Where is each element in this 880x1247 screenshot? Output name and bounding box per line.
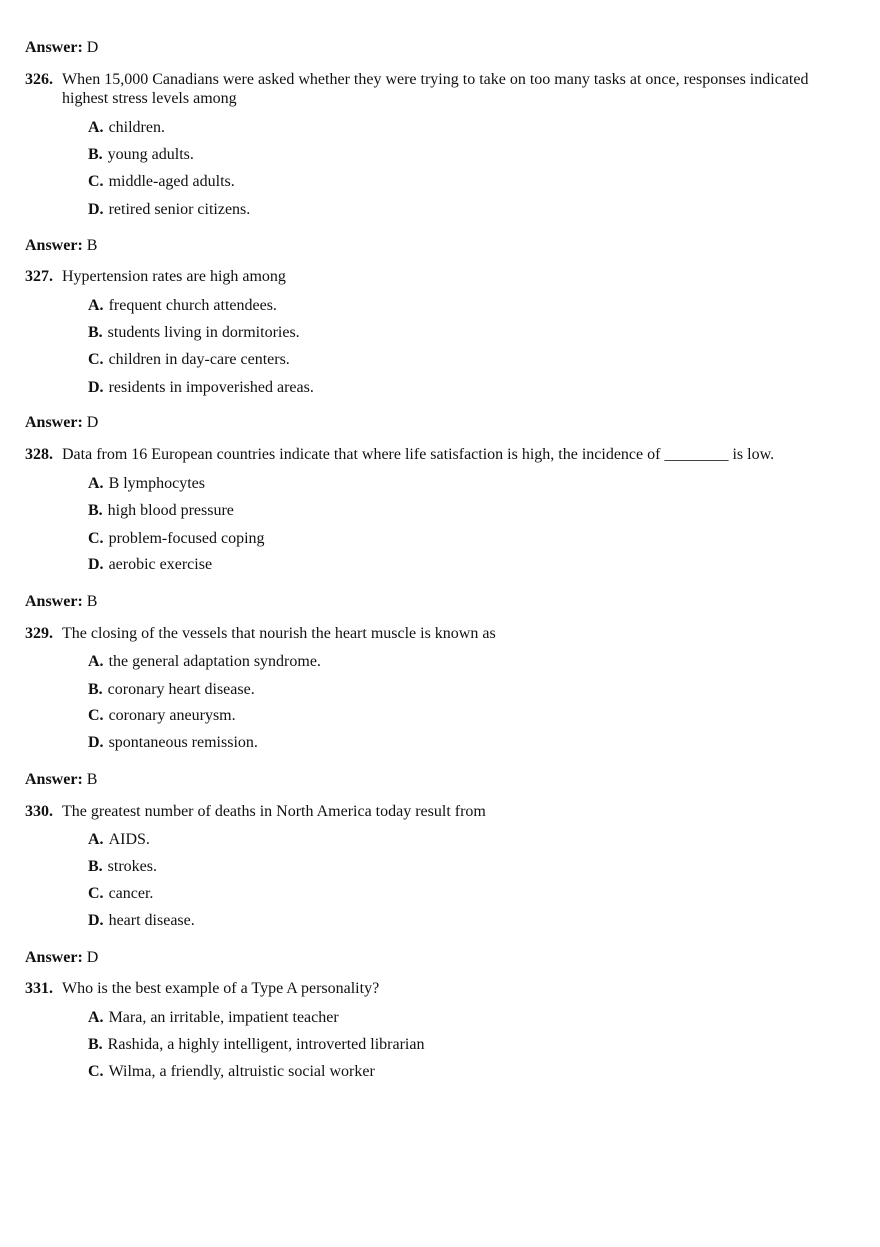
- question-text: The greatest number of deaths in North America today result from: [62, 803, 486, 820]
- option-letter: C.: [88, 885, 104, 902]
- answer-line: [25, 38, 98, 58]
- option-b: [88, 1035, 424, 1055]
- question-text: Who is the best example of a Type A personality?: [62, 980, 380, 997]
- option-c: [88, 350, 290, 370]
- question-number: 330.: [25, 803, 53, 820]
- option-letter: C.: [88, 707, 104, 724]
- option-b: [88, 145, 194, 165]
- answer-label: Answer:: [25, 949, 83, 966]
- option-text: middle-aged adults.: [108, 173, 235, 190]
- option-letter: B.: [88, 146, 103, 163]
- option-letter: C.: [88, 173, 104, 190]
- answer-value: D: [86, 949, 99, 966]
- option-d: [88, 555, 212, 575]
- option-c: [88, 172, 235, 192]
- option-text: spontaneous remission.: [108, 734, 258, 751]
- option-letter: C.: [88, 351, 104, 368]
- answer-value: B: [86, 593, 98, 610]
- option-text: high blood pressure: [107, 502, 234, 519]
- option-letter: A.: [88, 1009, 104, 1026]
- answer-label: Answer:: [25, 414, 83, 431]
- answer-label: Answer:: [25, 237, 83, 254]
- option-c: [88, 1062, 375, 1082]
- option-text: strokes.: [107, 858, 157, 875]
- option-b: [88, 501, 234, 521]
- option-b: [88, 857, 157, 877]
- answer-line: [25, 236, 97, 256]
- option-letter: D.: [88, 379, 104, 396]
- option-letter: A.: [88, 653, 104, 670]
- option-letter: D.: [88, 734, 104, 751]
- option-letter: B.: [88, 502, 103, 519]
- question-text: Hypertension rates are high among: [62, 268, 286, 285]
- option-letter: D.: [88, 201, 104, 218]
- question-number: 331.: [25, 980, 53, 997]
- option-c: [88, 706, 236, 726]
- answer-line: [25, 770, 97, 790]
- option-letter: D.: [88, 556, 104, 573]
- option-text: children in day-care centers.: [108, 351, 290, 368]
- question-327: [25, 267, 53, 287]
- option-text: Rashida, a highly intelligent, introverted librarian: [107, 1036, 425, 1053]
- option-c: [88, 529, 265, 549]
- option-text: problem-focused coping: [108, 530, 265, 547]
- option-a: [88, 652, 321, 672]
- option-text: heart disease.: [108, 912, 195, 929]
- question-328: [25, 445, 53, 465]
- question-326: [25, 70, 53, 90]
- option-a: [88, 830, 150, 850]
- option-d: [88, 378, 314, 398]
- option-text: retired senior citizens.: [108, 201, 251, 218]
- option-letter: A.: [88, 475, 104, 492]
- question-text: When 15,000 Canadians were asked whether they were trying to take on too many tasks at once, responses indicated highest stress levels among: [62, 71, 809, 107]
- answer-line: [25, 948, 98, 968]
- option-text: residents in impoverished areas.: [108, 379, 314, 396]
- option-a: [88, 118, 165, 138]
- option-letter: B.: [88, 324, 103, 341]
- question-number: 326.: [25, 71, 53, 88]
- answer-line: [25, 592, 97, 612]
- question-text: The closing of the vessels that nourish the heart muscle is known as: [62, 625, 496, 642]
- question-text: Data from 16 European countries indicate that where life satisfaction is high, the incidence of ________ is low.: [62, 446, 775, 463]
- option-letter: D.: [88, 912, 104, 929]
- answer-label: Answer:: [25, 593, 83, 610]
- option-text: frequent church attendees.: [108, 297, 277, 314]
- option-text: B lymphocytes: [108, 475, 205, 492]
- option-letter: C.: [88, 1063, 104, 1080]
- answer-label: Answer:: [25, 39, 83, 56]
- answer-value: D: [86, 39, 99, 56]
- option-a: [88, 1008, 339, 1028]
- option-letter: A.: [88, 119, 104, 136]
- answer-value: B: [86, 771, 98, 788]
- question-330: [25, 802, 53, 822]
- question-331: [25, 979, 53, 999]
- question-329: [25, 624, 53, 644]
- option-b: [88, 680, 255, 700]
- answer-value: B: [86, 237, 98, 254]
- option-text: students living in dormitories.: [107, 324, 300, 341]
- option-letter: B.: [88, 1036, 103, 1053]
- option-text: coronary aneurysm.: [108, 707, 236, 724]
- answer-line: [25, 413, 98, 433]
- option-b: [88, 323, 300, 343]
- option-a: [88, 296, 277, 316]
- option-letter: C.: [88, 530, 104, 547]
- option-d: [88, 733, 258, 753]
- option-d: [88, 911, 195, 931]
- option-text: Mara, an irritable, impatient teacher: [108, 1009, 339, 1026]
- option-text: aerobic exercise: [108, 556, 213, 573]
- option-text: the general adaptation syndrome.: [108, 653, 321, 670]
- option-text: cancer.: [108, 885, 154, 902]
- option-text: children.: [108, 119, 165, 136]
- question-number: 328.: [25, 446, 53, 463]
- option-text: coronary heart disease.: [107, 681, 255, 698]
- option-a: [88, 474, 205, 494]
- option-d: [88, 200, 250, 220]
- question-number: 327.: [25, 268, 53, 285]
- answer-value: D: [86, 414, 99, 431]
- option-text: young adults.: [107, 146, 194, 163]
- answer-label: Answer:: [25, 771, 83, 788]
- option-text: AIDS.: [108, 831, 150, 848]
- question-number: 329.: [25, 625, 53, 642]
- option-letter: A.: [88, 297, 104, 314]
- option-letter: A.: [88, 831, 104, 848]
- option-letter: B.: [88, 681, 103, 698]
- option-text: Wilma, a friendly, altruistic social worker: [108, 1063, 375, 1080]
- option-c: [88, 884, 153, 904]
- option-letter: B.: [88, 858, 103, 875]
